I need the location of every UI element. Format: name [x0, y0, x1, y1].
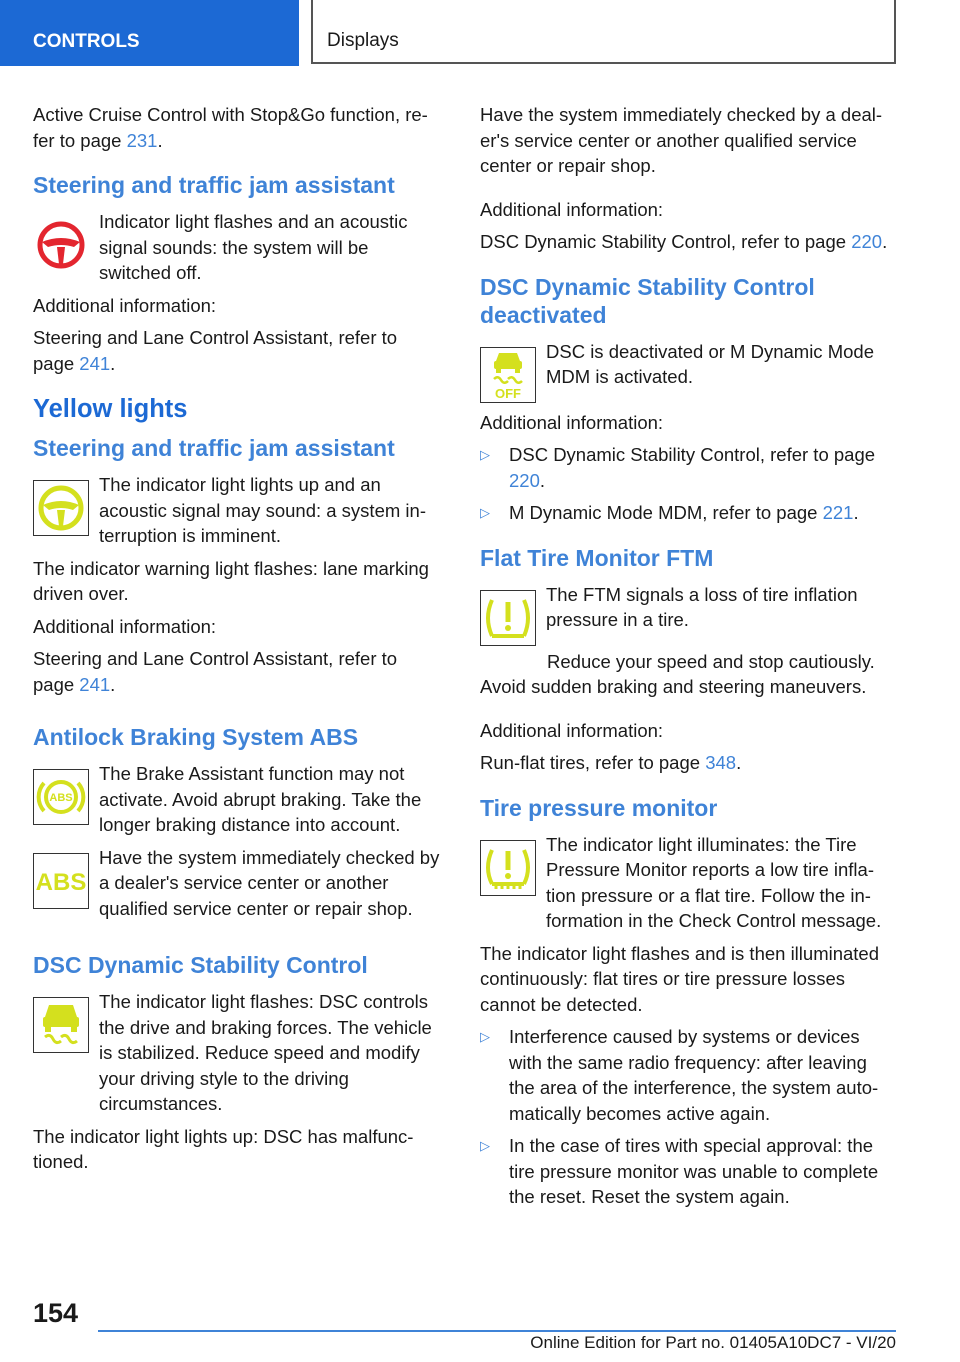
- heading-steering-red: Steering and traffic jam assistant: [33, 172, 395, 198]
- heading-dsc-deactivated: DSC Dynamic Stability Control deactivated: [480, 273, 815, 328]
- abs-text-icon: [33, 853, 89, 909]
- footer-divider: [98, 1330, 896, 1332]
- abs-circle-icon: [33, 769, 89, 825]
- abs-text-2: Have the system immediately checked by a dealer's service center or another qualified service center or repair shop.: [99, 846, 440, 919]
- heading-yellow-lights: Yellow lights: [33, 395, 188, 423]
- additional-info-label: Additional information:: [480, 719, 664, 741]
- additional-info-label: Additional information:: [33, 294, 217, 316]
- right-column: [480, 102, 896, 1220]
- abs-text-1: The Brake Assistant function may not activate. Avoid abrupt braking. Take the longer braking distance into account.: [99, 763, 422, 835]
- dsc-off-text: DSC is deactivated or M Dynamic Mode MDM is activated.: [546, 340, 874, 387]
- page-number: 154: [33, 1298, 79, 1328]
- svg-text:ABS: ABS: [35, 868, 87, 896]
- section-tab: CONTROLS: [0, 0, 299, 66]
- heading-tpm: Tire pressure monitor: [480, 794, 718, 821]
- abs-block-1: [33, 761, 443, 838]
- list-item: ▷ In the case of tires with special approval: the tire pressure monitor was unable to complete the reset. Reset the system again.: [480, 1135, 879, 1207]
- bullet-triangle-icon: ▷: [480, 505, 490, 520]
- reference-paragraph: DSC Dynamic Stability Control, refer to page 220.: [480, 231, 888, 252]
- additional-info-label: Additional information:: [33, 615, 217, 637]
- page-link[interactable]: 241: [79, 673, 111, 695]
- dsc-off-block: [480, 339, 896, 403]
- tpm-block: [480, 832, 896, 934]
- heading-abs: Antilock Braking System ABS: [33, 724, 359, 750]
- steering-wheel-yellow-icon: [33, 480, 89, 536]
- svg-text:ABS: ABS: [49, 792, 73, 804]
- ftm-block: [480, 582, 896, 646]
- dsc-continued-paragraph: Have the system immediately checked by a deal-er's service center or another qualified service center or repair shop.: [480, 104, 883, 176]
- steering-yellow-text: The indicator light lights up and an acoustic signal may sound: a system in-terruption is imminent.: [99, 474, 426, 546]
- list-item: ▷ Interference caused by systems or devices with the same radio frequency: after leaving the area of the interference, the system auto-matically becomes active again.: [480, 1026, 879, 1124]
- dsc-malfunction-paragraph: The indicator light lights up: DSC has malfunc-tioned.: [33, 1125, 414, 1172]
- tire-warning-icon: [480, 590, 536, 646]
- heading-ftm: Flat Tire Monitor FTM: [480, 544, 714, 571]
- edition-text: Online Edition for Part no. 01405A10DC7 - VI/20: [530, 1333, 896, 1352]
- ftm-text-2: Reduce your speed and stop cautiously. Avoid sudden braking and steering maneuvers.: [480, 650, 875, 697]
- steering-yellow-block: [33, 472, 443, 549]
- dsc-block: [33, 989, 443, 1117]
- bullet-triangle-icon: ▷: [480, 1138, 490, 1153]
- page-link[interactable]: 348: [705, 752, 737, 773]
- page-link[interactable]: 220: [509, 469, 540, 491]
- list-item: ▷ DSC Dynamic Stability Control, refer to page 220.: [480, 444, 876, 491]
- reference-paragraph: Steering and Lane Control Assistant, refer to page 241.: [33, 327, 398, 374]
- steering-wheel-red-icon: [33, 217, 89, 273]
- intro-paragraph: Active Cruise Control with Stop&Go function, re- fer to page 231.: [33, 104, 428, 151]
- tpm-cause-list: [480, 1024, 896, 1210]
- page-link[interactable]: 231: [126, 129, 158, 151]
- ftm-text-1: The FTM signals a loss of tire inflation pressure in a tire.: [546, 583, 858, 630]
- svg-text:OFF: OFF: [495, 385, 521, 401]
- page-link[interactable]: 221: [822, 502, 854, 523]
- steering-red-block: [33, 209, 443, 286]
- heading-steering-yellow: Steering and traffic jam assistant: [33, 435, 395, 461]
- bullet-triangle-icon: ▷: [480, 1029, 490, 1044]
- chapter-title: Displays: [311, 0, 896, 64]
- page-header: [0, 0, 960, 66]
- abs-block-2: [33, 845, 443, 922]
- dsc-off-icon: [480, 347, 536, 403]
- tpm-text: The indicator light illuminates: the Tire Pressure Monitor reports a low tire infla-tion pressure or a flat tire. Follow the in-formation in the Check Control message.: [546, 833, 882, 931]
- page-link[interactable]: 220: [851, 231, 883, 252]
- page-link[interactable]: 241: [79, 352, 111, 374]
- left-column: [33, 102, 443, 1182]
- reference-paragraph: Steering and Lane Control Assistant, refer to page 241.: [33, 648, 398, 695]
- tire-pressure-icon: [480, 840, 536, 896]
- dsc-off-reference-list: [480, 442, 896, 526]
- dsc-car-icon: [33, 997, 89, 1053]
- additional-info-label: Additional information:: [480, 198, 664, 220]
- bullet-triangle-icon: ▷: [480, 447, 490, 462]
- dsc-text: The indicator light flashes: DSC controls the drive and braking forces. The vehicle is stabilized. Reduce speed and modify your driving style to the driving circumstances.: [99, 991, 432, 1114]
- reference-paragraph: Run-flat tires, refer to page 348.: [480, 752, 742, 773]
- lane-marking-paragraph: The indicator warning light flashes: lane marking driven over.: [33, 557, 429, 604]
- list-item: ▷ M Dynamic Mode MDM, refer to page 221.: [480, 500, 896, 526]
- additional-info-label: Additional information:: [480, 411, 664, 433]
- steering-red-text: Indicator light flashes and an acoustic signal sounds: the system will be switched off.: [99, 211, 408, 283]
- heading-dsc: DSC Dynamic Stability Control: [33, 952, 368, 978]
- tpm-flash-paragraph: The indicator light flashes and is then illuminated continuously: flat tires or tire pressure losses cannot be detected.: [480, 942, 880, 1015]
